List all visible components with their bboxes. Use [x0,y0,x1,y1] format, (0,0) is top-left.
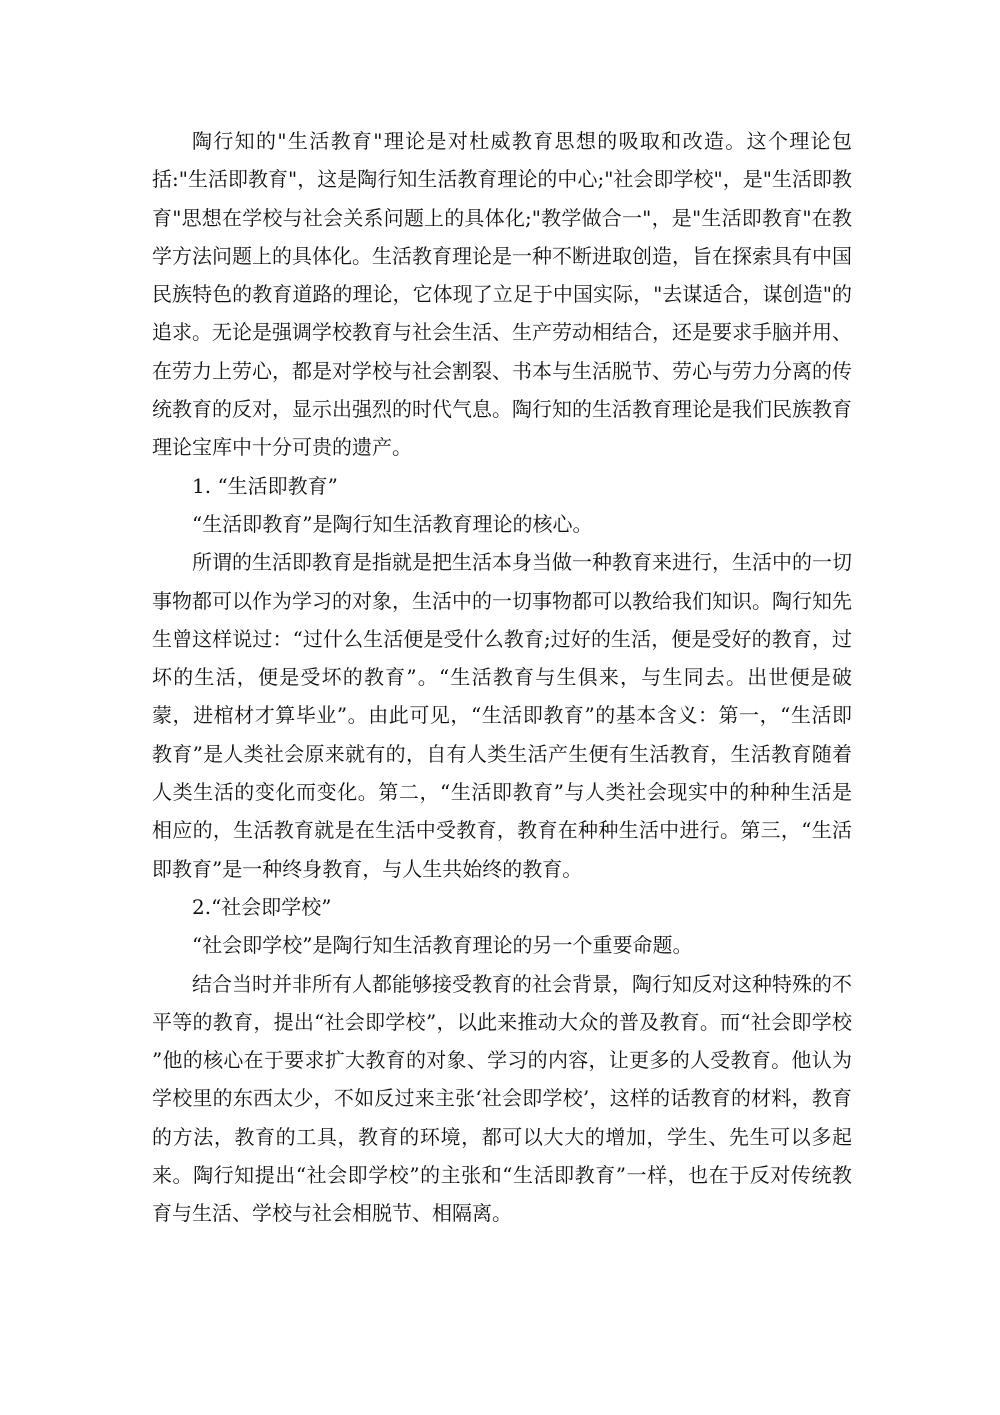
section-1-body-paragraph: 所谓的生活即教育是指就是把生活本身当做一种教育来进行，生活中的一切事物都可以作为学习的对象，生活中的一切事物都可以教给我们知识。陶行知先生曾这样说过：“过什么生活便是受什么教育;过好的生活，便是受好的教育，过坏的生活，便是受坏的教育”。“生活教育与生俱来，与生同去。出世便是破蒙，进棺材才算毕业”。由此可见，“生活即教育”的基本含义：第一，“生活即教育”是人类社会原来就有的，自有人类生活产生便有生活教育，生活教育随着人类生活的变化而变化。第二，“生活即教育”与人类社会现实中的种种生活是相应的，生活教育就是在生活中受教育，教育在种种生活中进行。第三，“生活即教育”是一种终身教育，与人生共始终的教育。 [152,550,852,881]
section-heading-1: 1. “生活即教育” [192,473,338,498]
intro-paragraph: 陶行知的"生活教育"理论是对杜威教育思想的吸取和改造。这个理论包括:"生活即教育"，这是陶行知生活教育理论的中心;"社会即学校"，是"生活即教育"思想在学校与社会关系问题上的具体化;"教学做合一"，是"生活即教育"在教学方法问题上的具体化。生活教育理论是一种不断进取创造，旨在探索具有中国民族特色的教育道路的理论，它体现了立足于中国实际，"去谋适合，谋创造"的追求。无论是强调学校教育与社会生活、生产劳动相结合，还是要求手脑并用、在劳力上劳心，都是对学校与社会割裂、书本与生活脱节、劳心与劳力分离的传统教育的反对，显示出强烈的时代气息。陶行知的生活教育理论是我们民族教育理论宝库中十分可贵的遗产。 [152,129,852,460]
document-page [152,122,852,1233]
section-2-body-paragraph: 结合当时并非所有人都能够接受教育的社会背景，陶行知反对这种特殊的不平等的教育，提出“社会即学校”，以此来推动大众的普及教育。而“社会即学校 ”他的核心在于要求扩大教育的对象、学习的内容，让更多的人受教育。他认为学校里的东西太少，不如反过来主张‘社会即学校’，这样的话教育的材料，教育的方法，教育的工具，教育的环境，都可以大大的增加，学生、先生可以多起来。陶行知提出“社会即学校”的主张和“生活即教育”一样，也在于反对传统教育与生活、学校与社会相脱节、相隔离。 [152,971,852,1226]
section-2-core-paragraph: “社会即学校”是陶行知生活教育理论的另一个重要命题。 [192,933,693,958]
section-heading-2: 2.“社会即学校” [192,894,332,919]
section-1-core-paragraph: “生活即教育”是陶行知生活教育理论的核心。 [192,511,593,536]
